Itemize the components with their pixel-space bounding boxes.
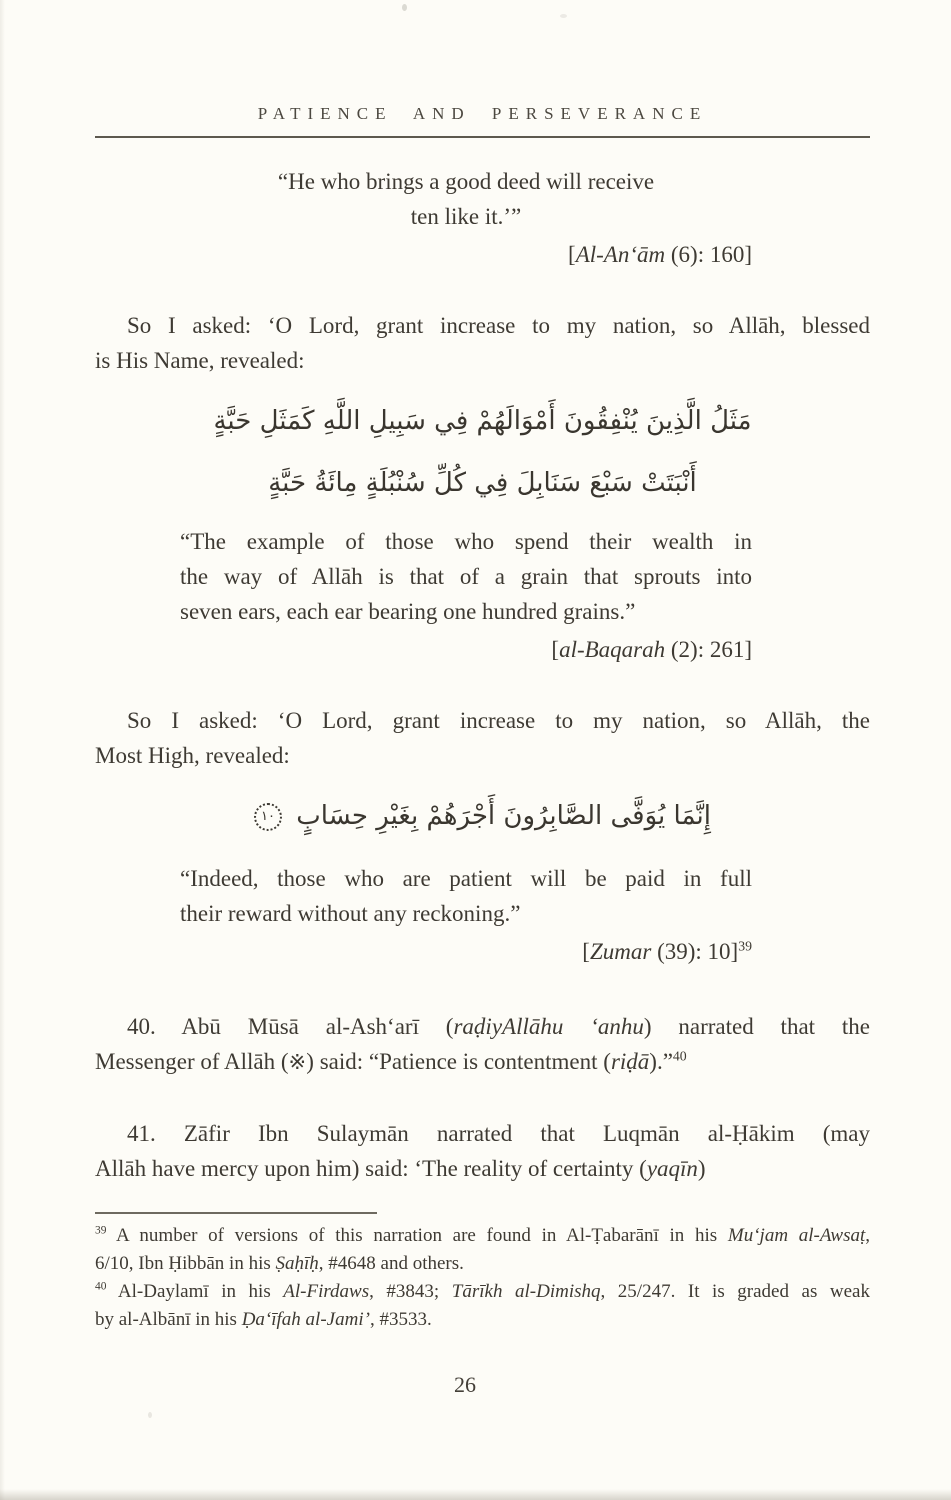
running-header-title: PATIENCE AND PERSEVERANCE <box>257 104 708 123</box>
paragraph-so-i-asked-1 <box>95 308 870 378</box>
footnote-line: by al-Albānī in his Ḍa‘īfah al-Jami’, #3533. <box>95 1309 432 1330</box>
quote-line: seven ears, each ear bearing one hundred grains.” <box>180 599 636 624</box>
paragraph-line: Allāh have mercy upon him) said: ‘The reality of certainty (yaqīn) <box>95 1156 706 1181</box>
arabic-verse-zumar <box>95 785 870 847</box>
paragraph-narration-41 <box>95 1116 870 1186</box>
arabic-verse-baqarah <box>95 390 870 514</box>
paragraph-so-i-asked-2 <box>95 703 870 773</box>
page-number: 26 <box>454 1372 476 1397</box>
ayah-end-marker-icon: ١٠ <box>254 803 282 831</box>
scan-edge-bottom-artifact <box>0 1489 951 1500</box>
quote-block-baqarah <box>180 524 752 667</box>
citation-zumar: [Zumar (39): 10]$^{39}$ <box>582 938 752 964</box>
paragraph-line: So I asked: ‘O Lord, grant increase to my nation, so Allāh, the <box>127 708 870 733</box>
arabic-line: أَنْبَتَتْ سَبْعَ سَنَابِلَ فِي كُلِّ سُنْبُلَةٍ مِائَةُ حَبَّةٍ <box>268 468 697 498</box>
paragraph-line: So I asked: ‘O Lord, grant increase to my nation, so Allāh, blessed <box>127 313 870 338</box>
footnotes-section <box>95 1222 870 1334</box>
footnote-line: 6/10, Ibn Ḥibbān in his Ṣaḥīḥ, #4648 and others. <box>95 1253 464 1274</box>
scan-edge-left-artifact <box>0 0 5 1500</box>
arabic-line <box>95 785 870 847</box>
quote-block-anam <box>180 164 752 272</box>
arabic-text: إِنَّمَا يُوَفَّى الصَّابِرُونَ أَجْرَهُمْ بِغَيْرِ حِسَابٍ <box>296 801 711 831</box>
paragraph-line: Messenger of Allāh (※) said: “Patience is contentment (riḍā).”$^{40}$ <box>95 1048 687 1074</box>
quote-line: ten like it.’” <box>410 204 522 229</box>
pbuh-seal-icon: ※ <box>288 1050 307 1074</box>
scan-speck <box>560 14 567 18</box>
quote-line: “The example of those who spend their wealth in <box>180 529 752 554</box>
paragraph-line: Most High, revealed: <box>95 743 290 768</box>
scan-speck <box>148 1412 152 1418</box>
book-page <box>95 0 870 1398</box>
footnote-line: $^{40}$ Al-Daylamī in his Al-Firdaws, #3843; Tārīkh al-Dimishq, 25/247. It is graded as weak <box>95 1280 870 1302</box>
citation-al-baqarah: [al-Baqarah (2): 261] <box>551 637 752 662</box>
quote-line: “Indeed, those who are patient will be paid in full <box>180 866 752 891</box>
footnote-line: $^{39}$ A number of versions of this narration are found in Al-Ṭabarānī in his Mu‘jam al-Awsaṭ, <box>95 1224 871 1246</box>
header-rule <box>95 136 870 138</box>
paragraph-line: is His Name, revealed: <box>95 348 305 373</box>
scan-speck <box>402 4 407 11</box>
citation-al-anam: [Al-An‘ām (6): 160] <box>568 242 752 267</box>
paragraph-line: 40. Abū Mūsā al-Ash‘arī (raḍiyAllāhu ‘anhu) narrated that the <box>127 1014 870 1039</box>
quote-block-zumar <box>180 861 752 969</box>
footnote-40 <box>95 1278 870 1334</box>
arabic-line: مَثَلُ الَّذِينَ يُنْفِقُونَ أَمْوَالَهُمْ فِي سَبِيلِ اللَّهِ كَمَثَلِ حَبَّةٍ <box>213 406 752 436</box>
paragraph-hadith-40 <box>95 1009 870 1080</box>
footnote-separator-rule <box>95 1212 377 1214</box>
quote-line: the way of Allāh is that of a grain that sprouts into <box>180 564 752 589</box>
quote-line: their reward without any reckoning.” <box>180 901 521 926</box>
paragraph-line: 41. Zāfir Ibn Sulaymān narrated that Luqmān al-Ḥākim (may <box>127 1121 870 1146</box>
quote-line: “He who brings a good deed will receive <box>277 169 655 194</box>
footnote-39 <box>95 1222 870 1278</box>
